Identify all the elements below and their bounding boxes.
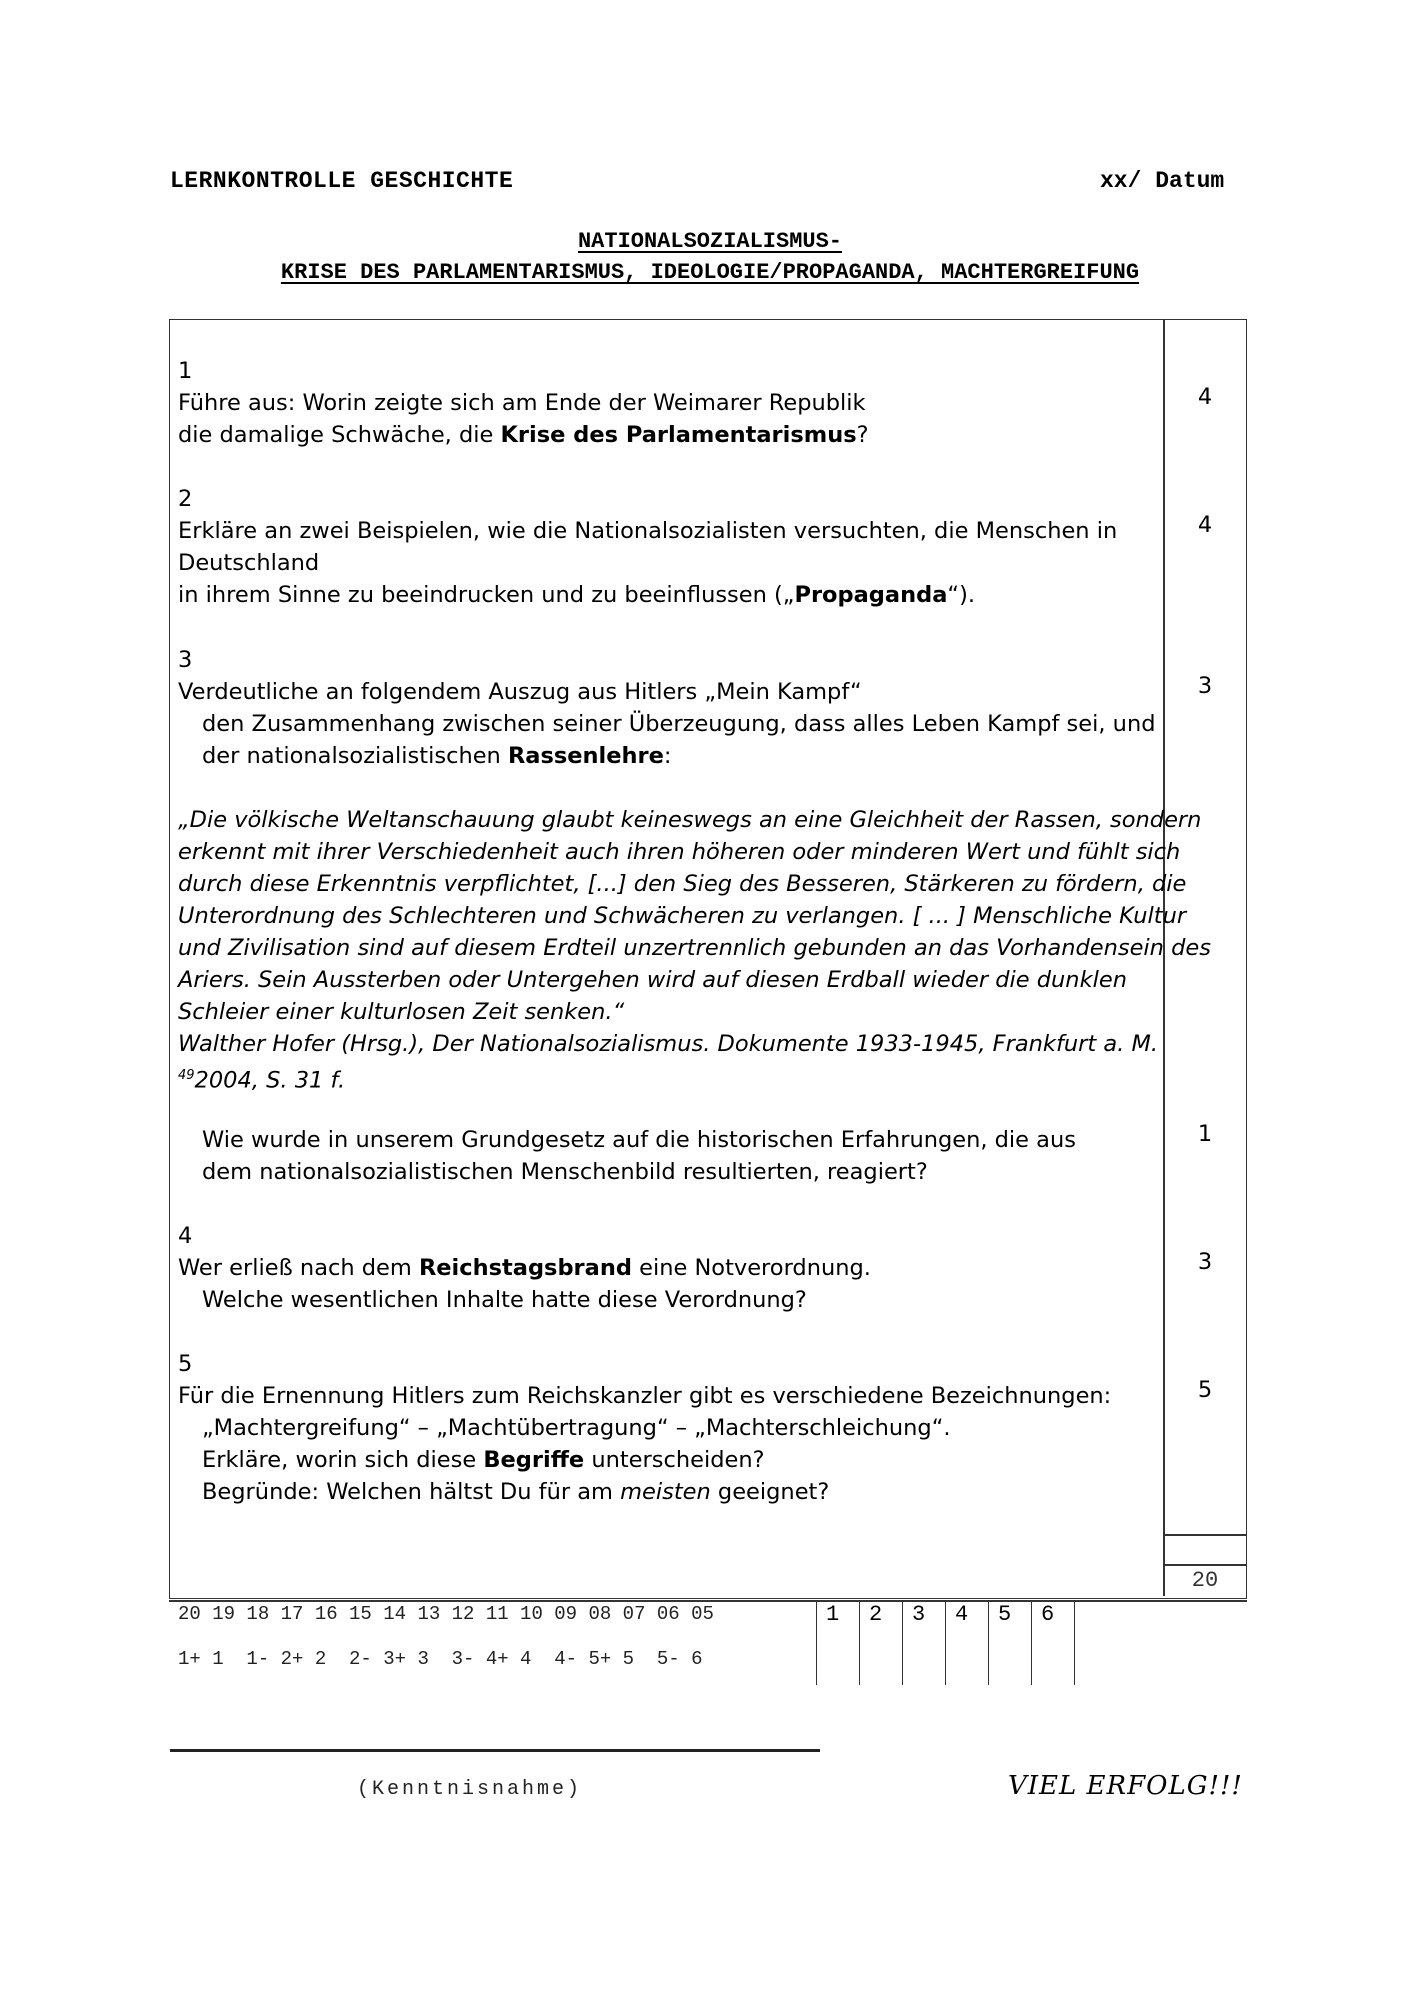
document-header-date: xx/ Datum: [1100, 168, 1225, 194]
quote-line: durch diese Erkenntnis verpflichtet, [...] den Sieg des Besseren, Stärkeren zu fördern, die: [178, 871, 1187, 897]
quote-line: Ariers. Sein Aussterben oder Untergehen wird auf diesen Erdball wieder die dunklen: [178, 967, 1127, 993]
question-4: [178, 1220, 871, 1316]
points-total-top-rule: [1163, 1534, 1247, 1536]
question-number: 3: [178, 647, 193, 673]
question-text: Erkläre an zwei Beispielen, wie die Nationalsozialisten versuchten, die Menschen in: [178, 518, 1118, 544]
question-text: Erkläre, worin sich diese Begriffe unterscheiden?: [202, 1447, 765, 1473]
question-2-points: 4: [1197, 512, 1213, 538]
grading-scores-row: 20 19 18 17 16 15 14 13 12 11 10 09 08 07 06 05: [178, 1603, 714, 1625]
grade-cell: [1074, 1601, 1115, 1685]
points-total-rule: [1163, 1564, 1247, 1566]
question-text: dem nationalsozialistischen Menschenbild resultierten, reagiert?: [202, 1159, 928, 1185]
question-text: den Zusammenhang zwischen seiner Überzeugung, dass alles Leben Kampf sei, und: [202, 711, 1156, 737]
question-text: Begründe: Welchen hältst Du für am meisten geeignet?: [202, 1479, 830, 1505]
quote-line: Schleier einer kulturlosen Zeit senken.“: [178, 999, 625, 1025]
question-3-followup-points: 1: [1197, 1121, 1213, 1147]
question-text: „Machtergreifung“ – „Machtübertragung“ – „Machterschleichung“.: [202, 1415, 951, 1441]
question-3: [178, 644, 1155, 772]
question-text: Führe aus: Worin zeigte sich am Ende der Weimarer Republik: [178, 390, 866, 416]
question-5-points: 5: [1197, 1377, 1213, 1403]
grade-label: 4: [955, 1602, 969, 1627]
question-text: Verdeutliche an folgendem Auszug aus Hitlers „Mein Kampf“: [178, 679, 862, 705]
signature-label: (Kenntnisnahme): [357, 1778, 583, 1801]
grade-label: 6: [1041, 1602, 1055, 1627]
grade-label: 1: [826, 1602, 840, 1627]
quote-line: „Die völkische Weltanschauung glaubt keineswegs an eine Gleichheit der Rassen, sondern: [178, 807, 1202, 833]
signature-line[interactable]: [170, 1749, 820, 1752]
question-number: 5: [178, 1351, 193, 1377]
grade-label: 2: [869, 1602, 883, 1627]
document-title-line-2: KRISE DES PARLAMENTARISMUS, IDEOLOGIE/PROPAGANDA, MACHTERGREIFUNG: [280, 260, 1140, 285]
quote-line: Unterordnung des Schlechteren und Schwächeren zu verlangen. [ ... ] Menschliche Kultur: [178, 903, 1187, 929]
question-text: in ihrem Sinne zu beeindrucken und zu beeinflussen („Propaganda“).: [178, 582, 975, 608]
question-number: 4: [178, 1223, 193, 1249]
question-2: [178, 483, 1117, 611]
question-1-points: 4: [1197, 384, 1213, 410]
grade-label: 5: [998, 1602, 1012, 1627]
document-header-left: LERNKONTROLLE GESCHICHTE: [170, 168, 514, 194]
question-text: Welche wesentlichen Inhalte hatte diese Verordnung?: [202, 1287, 807, 1313]
source-citation: Walther Hofer (Hrsg.), Der Nationalsozialismus. Dokumente 1933-1945, Frankfurt a. M.: [178, 1031, 1159, 1057]
closing-message: VIEL ERFOLG!!!: [1008, 1771, 1243, 1801]
grading-marks-row: 1+ 1 1- 2+ 2 2- 3+ 3 3- 4+ 4 4- 5+ 5 5- 6: [178, 1648, 703, 1670]
question-5: [178, 1348, 1111, 1508]
quote-line: erkennt mit ihrer Verschiedenheit auch ihren höheren oder minderen Wert und fühlt sich: [178, 839, 1181, 865]
question-3-followup: [178, 1124, 1076, 1188]
question-text: der nationalsozialistischen Rassenlehre:: [202, 743, 672, 769]
question-number: 2: [178, 486, 193, 512]
source-quote: [178, 804, 1211, 1097]
grade-label: 3: [912, 1602, 926, 1627]
question-text: Wer erließ nach dem Reichstagsbrand eine Notverordnung.: [178, 1255, 871, 1281]
document-title-line-1: NATIONALSOZIALISMUS-: [577, 229, 843, 254]
source-citation: $^{49}$2004, S. 31 f.: [178, 1067, 346, 1094]
question-text: die damalige Schwäche, die Krise des Parlamentarismus?: [178, 422, 869, 448]
question-text: Wie wurde in unserem Grundgesetz auf die historischen Erfahrungen, die aus: [202, 1127, 1076, 1153]
question-3-points: 3: [1197, 673, 1213, 699]
quote-line: und Zivilisation sind auf diesem Erdteil unzertrennlich gebunden an das Vorhandensein des: [178, 935, 1211, 961]
question-4-points: 3: [1197, 1249, 1213, 1275]
total-points: 20: [1191, 1568, 1219, 1593]
question-1: [178, 355, 869, 451]
question-text: Für die Ernennung Hitlers zum Reichskanzler gibt es verschiedene Bezeichnungen:: [178, 1383, 1112, 1409]
question-text: Deutschland: [178, 550, 320, 576]
question-number: 1: [178, 358, 193, 384]
